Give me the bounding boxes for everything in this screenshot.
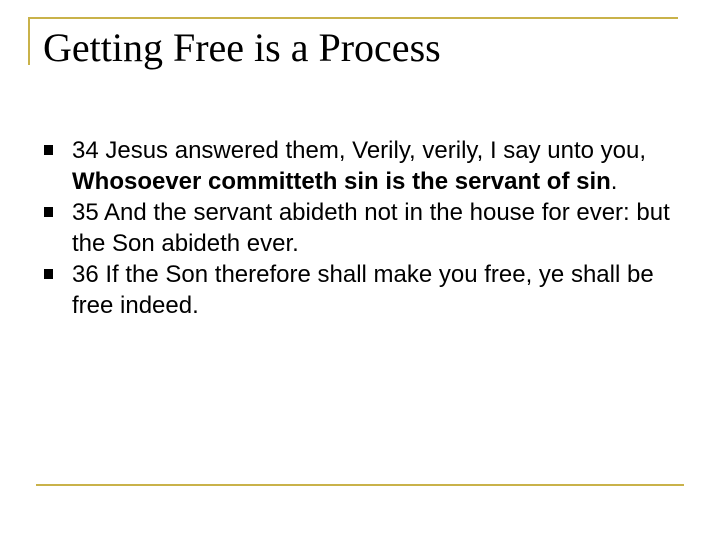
square-bullet-icon — [44, 145, 53, 155]
title-left-rule — [28, 17, 30, 65]
verse-35-text: 35 And the servant abideth not in the house for ever: but the Son abideth ever. — [72, 199, 670, 257]
slide-title: Getting Free is a Process — [43, 25, 441, 70]
bullet-item-36 — [44, 259, 684, 321]
verse-34-text: 34 Jesus answered them, Verily, verily, I say unto you, — [72, 137, 647, 164]
verse-36-text: 36 If the Son therefore shall make you free, ye shall be free indeed. — [72, 261, 654, 319]
verse-34-emphasis: Whosoever committeth sin is the servant of sin — [72, 168, 611, 195]
square-bullet-icon — [44, 207, 53, 217]
bullet-list — [44, 135, 684, 321]
square-bullet-icon — [44, 269, 53, 279]
bullet-item-35 — [44, 197, 684, 259]
title-top-rule — [30, 17, 678, 19]
footer-rule — [36, 484, 684, 486]
verse-34-ending: . — [610, 168, 618, 195]
bullet-item-34 — [44, 135, 684, 197]
